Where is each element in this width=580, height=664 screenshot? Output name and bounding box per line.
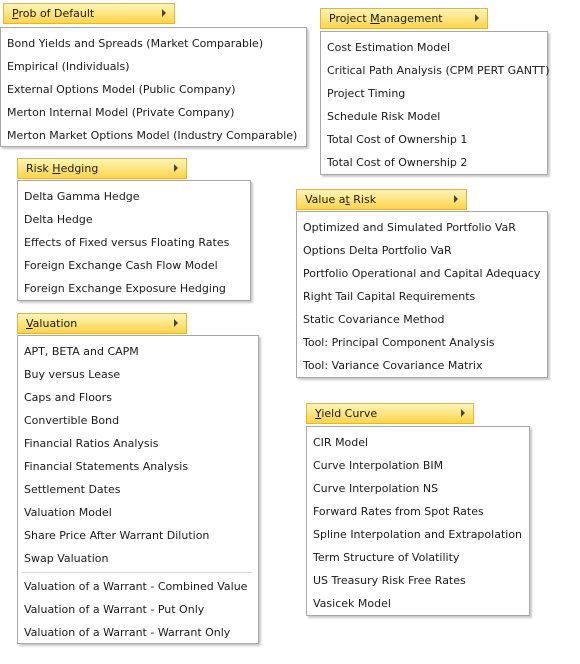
- menu-item-share-price-dilution[interactable]: Share Price After Warrant Dilution: [24, 529, 210, 542]
- menu-panel-prob-of-default: [0, 27, 307, 147]
- menu-panel-value-at-risk: [296, 211, 548, 378]
- submenu-arrow-icon: [174, 319, 178, 327]
- menu-header-prob-of-default[interactable]: [3, 3, 175, 24]
- submenu-arrow-icon: [162, 9, 166, 17]
- menu-item-static-covariance[interactable]: Static Covariance Method: [303, 313, 445, 326]
- menu-item-apt-beta-capm[interactable]: APT, BETA and CAPM: [24, 345, 139, 358]
- menu-item-critical-path[interactable]: Critical Path Analysis (CPM PERT GANTT): [327, 64, 550, 77]
- submenu-arrow-icon: [461, 409, 465, 417]
- menu-header-label: Prob of Default: [12, 7, 95, 20]
- menu-item-fx-cash-flow[interactable]: Foreign Exchange Cash Flow Model: [24, 259, 218, 272]
- menu-item-financial-ratios[interactable]: Financial Ratios Analysis: [24, 437, 159, 450]
- menu-panel-valuation: [17, 335, 259, 644]
- menu-item-pca-tool[interactable]: Tool: Principal Component Analysis: [303, 336, 495, 349]
- menu-item-external-options[interactable]: External Options Model (Public Company): [7, 83, 236, 96]
- menu-header-label: Project Management: [329, 12, 443, 25]
- menu-item-spline-interp[interactable]: Spline Interpolation and Extrapolation: [313, 528, 523, 541]
- menu-item-forward-rates[interactable]: Forward Rates from Spot Rates: [313, 505, 484, 518]
- menu-header-label: Yield Curve: [315, 407, 378, 420]
- menu-header-valuation[interactable]: [17, 313, 187, 334]
- menu-panel-risk-hedging: [17, 180, 251, 301]
- menu-item-vasicek[interactable]: Vasicek Model: [313, 597, 391, 610]
- menu-header-value-at-risk[interactable]: [296, 189, 467, 210]
- menu-item-buy-vs-lease[interactable]: Buy versus Lease: [24, 368, 121, 381]
- menu-item-convertible-bond[interactable]: Convertible Bond: [24, 414, 120, 427]
- menu-item-us-treasury[interactable]: US Treasury Risk Free Rates: [313, 574, 466, 587]
- menu-item-cir-model[interactable]: CIR Model: [313, 436, 369, 449]
- menu-item-caps-floors[interactable]: Caps and Floors: [24, 391, 112, 404]
- menu-header-label: Risk Hedging: [26, 162, 99, 175]
- menu-item-merton-internal[interactable]: Merton Internal Model (Private Company): [7, 106, 235, 119]
- menu-item-schedule-risk[interactable]: Schedule Risk Model: [327, 110, 441, 123]
- menu-item-settlement-dates[interactable]: Settlement Dates: [24, 483, 121, 496]
- menu-panel-yield-curve: [306, 426, 530, 616]
- menu-item-variance-covariance[interactable]: Tool: Variance Covariance Matrix: [303, 359, 483, 372]
- menu-item-curve-bim[interactable]: Curve Interpolation BIM: [313, 459, 444, 472]
- submenu-arrow-icon: [174, 164, 178, 172]
- menu-item-valuation-model[interactable]: Valuation Model: [24, 506, 112, 519]
- menu-item-operational-capital[interactable]: Portfolio Operational and Capital Adequacy: [303, 267, 541, 280]
- menu-header-label: Value at Risk: [305, 193, 377, 206]
- menu-item-financial-statements[interactable]: Financial Statements Analysis: [24, 460, 189, 473]
- menu-item-cost-estimation[interactable]: Cost Estimation Model: [327, 41, 451, 54]
- menu-item-warrant-combined[interactable]: Valuation of a Warrant - Combined Value: [24, 580, 248, 593]
- menu-item-fixed-vs-floating[interactable]: Effects of Fixed versus Floating Rates: [24, 236, 230, 249]
- submenu-arrow-icon: [475, 14, 479, 22]
- menu-header-risk-hedging[interactable]: [17, 158, 187, 179]
- menu-item-empirical[interactable]: Empirical (Individuals): [7, 60, 130, 73]
- menu-item-warrant-put[interactable]: Valuation of a Warrant - Put Only: [24, 603, 205, 616]
- menu-item-project-timing[interactable]: Project Timing: [327, 87, 406, 100]
- menu-item-fx-exposure[interactable]: Foreign Exchange Exposure Hedging: [24, 282, 226, 295]
- menu-item-swap-valuation[interactable]: Swap Valuation: [24, 552, 109, 565]
- submenu-arrow-icon: [454, 195, 458, 203]
- menu-header-yield-curve[interactable]: [306, 403, 474, 424]
- menu-item-term-structure[interactable]: Term Structure of Volatility: [313, 551, 460, 564]
- menu-separator: [22, 572, 252, 573]
- menu-item-bond-yields[interactable]: Bond Yields and Spreads (Market Comparable): [7, 37, 264, 50]
- menu-header-project-management[interactable]: [320, 8, 488, 29]
- menu-header-label: Valuation: [26, 317, 78, 330]
- menu-item-options-delta-var[interactable]: Options Delta Portfolio VaR: [303, 244, 452, 257]
- menu-item-curve-ns[interactable]: Curve Interpolation NS: [313, 482, 439, 495]
- menu-item-merton-market[interactable]: Merton Market Options Model (Industry Comparable): [7, 129, 298, 142]
- menu-panel-project-management: [320, 31, 548, 175]
- menu-item-warrant-only[interactable]: Valuation of a Warrant - Warrant Only: [24, 626, 231, 639]
- menu-item-optimized-var[interactable]: Optimized and Simulated Portfolio VaR: [303, 221, 516, 234]
- menu-item-right-tail-capital[interactable]: Right Tail Capital Requirements: [303, 290, 476, 303]
- menu-item-tco-1[interactable]: Total Cost of Ownership 1: [327, 133, 468, 146]
- menu-item-delta-hedge[interactable]: Delta Hedge: [24, 213, 93, 226]
- menu-item-delta-gamma-hedge[interactable]: Delta Gamma Hedge: [24, 190, 140, 203]
- menu-item-tco-2[interactable]: Total Cost of Ownership 2: [327, 156, 468, 169]
